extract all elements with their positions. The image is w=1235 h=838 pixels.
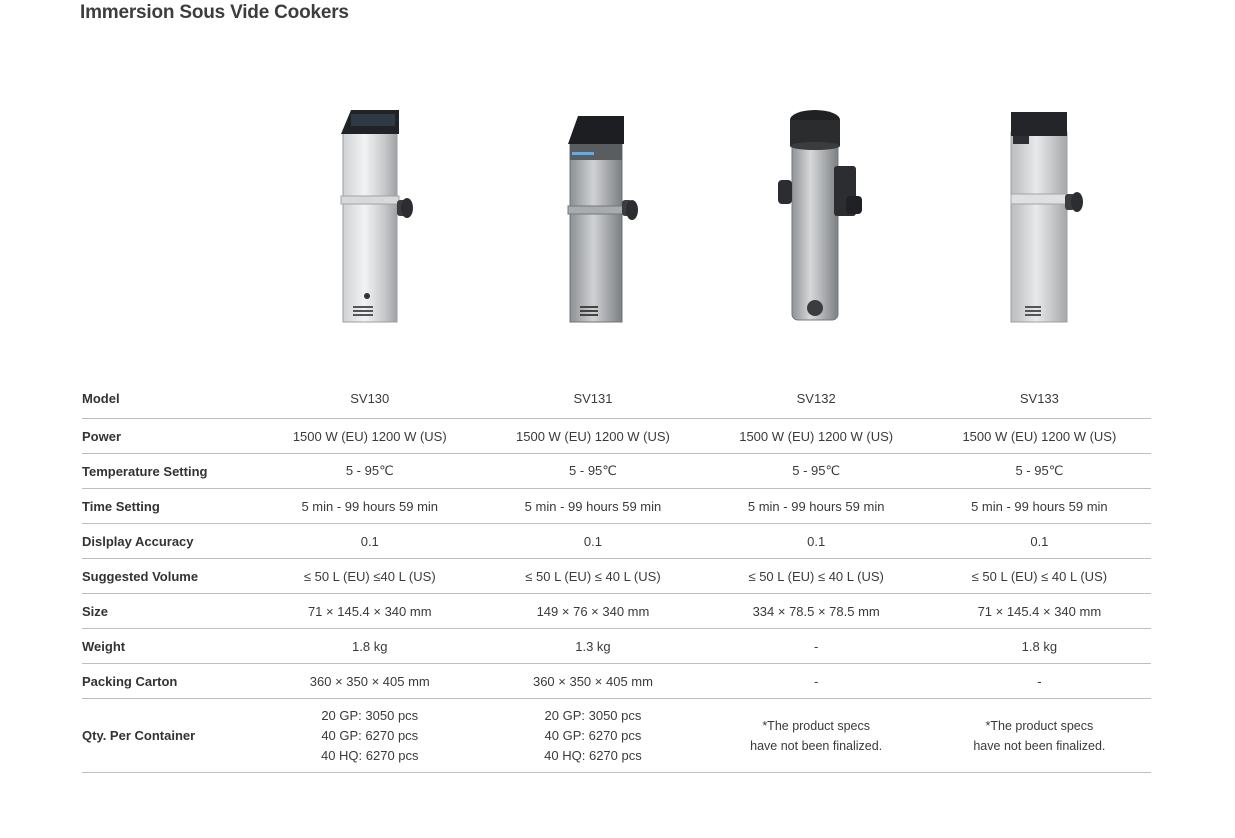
row-label: Model (82, 378, 258, 419)
table-row-temperature (82, 454, 1151, 489)
table-cell: 5 - 95℃ (481, 454, 704, 489)
table-row-weight (82, 629, 1151, 664)
table-cell: 1500 W (EU) 1200 W (US) (258, 419, 481, 454)
table-cell: 0.1 (705, 524, 928, 559)
row-label: Packing Carton (82, 664, 258, 699)
table-cell: 1.8 kg (928, 629, 1151, 664)
table-cell: ≤ 50 L (EU) ≤ 40 L (US) (705, 559, 928, 594)
spec-note: *The product specs (762, 718, 871, 733)
table-cell: 71 × 145.4 × 340 mm (258, 594, 481, 629)
table-cell: 360 × 350 × 405 mm (258, 664, 481, 699)
table-cell (928, 699, 1151, 773)
table-cell: - (928, 664, 1151, 699)
spec-note: have not been finalized. (750, 738, 883, 753)
spec-note: *The product specs (985, 718, 1094, 733)
spec-note: have not been finalized. (973, 738, 1106, 753)
table-cell: 5 - 95℃ (928, 454, 1151, 489)
table-cell: 5 - 95℃ (258, 454, 481, 489)
table-cell: 0.1 (928, 524, 1151, 559)
table-cell: 5 min - 99 hours 59 min (928, 489, 1151, 524)
specs-table (82, 378, 1151, 773)
table-cell: 5 min - 99 hours 59 min (258, 489, 481, 524)
table-cell: - (705, 664, 928, 699)
table-row-model (82, 378, 1151, 419)
table-cell (258, 699, 481, 773)
table-cell: 1500 W (EU) 1200 W (US) (481, 419, 704, 454)
table-cell (481, 699, 704, 773)
table-cell: 334 × 78.5 × 78.5 mm (705, 594, 928, 629)
table-cell: ≤ 50 L (EU) ≤ 40 L (US) (481, 559, 704, 594)
model-name: SV131 (481, 378, 704, 419)
qty-line: 40 GP: 6270 pcs (544, 727, 642, 743)
table-cell: 71 × 145.4 × 340 mm (928, 594, 1151, 629)
qty-line: 40 GP: 6270 pcs (321, 727, 419, 743)
table-cell: 360 × 350 × 405 mm (481, 664, 704, 699)
table-cell: 5 min - 99 hours 59 min (481, 489, 704, 524)
product-image-sv131 (481, 100, 704, 330)
product-image-sv130 (258, 100, 481, 330)
qty-line: 20 GP: 3050 pcs (321, 707, 419, 723)
row-label: Temperature Setting (82, 454, 258, 489)
qty-line: 40 HQ: 6270 pcs (544, 747, 642, 763)
table-row-size (82, 594, 1151, 629)
table-cell: 5 min - 99 hours 59 min (705, 489, 928, 524)
row-label: Qty. Per Container (82, 699, 258, 773)
table-cell: 1500 W (EU) 1200 W (US) (928, 419, 1151, 454)
table-cell: 1.8 kg (258, 629, 481, 664)
model-name: SV132 (705, 378, 928, 419)
row-label: Time Setting (82, 489, 258, 524)
table-cell (705, 699, 928, 773)
row-label: Power (82, 419, 258, 454)
table-cell: ≤ 50 L (EU) ≤40 L (US) (258, 559, 481, 594)
table-row-qty (82, 699, 1151, 773)
table-cell: - (705, 629, 928, 664)
table-row-time (82, 489, 1151, 524)
row-label: Dislplay Accuracy (82, 524, 258, 559)
table-cell: 0.1 (481, 524, 704, 559)
row-label: Weight (82, 629, 258, 664)
product-image-sv133 (927, 100, 1150, 330)
table-cell: 1500 W (EU) 1200 W (US) (705, 419, 928, 454)
table-row-carton (82, 664, 1151, 699)
table-cell: 149 × 76 × 340 mm (481, 594, 704, 629)
row-label: Suggested Volume (82, 559, 258, 594)
table-cell: ≤ 50 L (EU) ≤ 40 L (US) (928, 559, 1151, 594)
product-images (258, 100, 1151, 330)
model-name: SV133 (928, 378, 1151, 419)
page-title: Immersion Sous Vide Cookers (80, 2, 349, 23)
row-label: Size (82, 594, 258, 629)
table-row-accuracy (82, 524, 1151, 559)
product-image-sv132 (704, 100, 927, 330)
qty-line: 20 GP: 3050 pcs (544, 707, 642, 723)
qty-line: 40 HQ: 6270 pcs (320, 747, 419, 763)
table-cell: 5 - 95℃ (705, 454, 928, 489)
table-cell: 1.3 kg (481, 629, 704, 664)
table-row-volume (82, 559, 1151, 594)
table-cell: 0.1 (258, 524, 481, 559)
model-name: SV130 (258, 378, 481, 419)
table-row-power (82, 419, 1151, 454)
